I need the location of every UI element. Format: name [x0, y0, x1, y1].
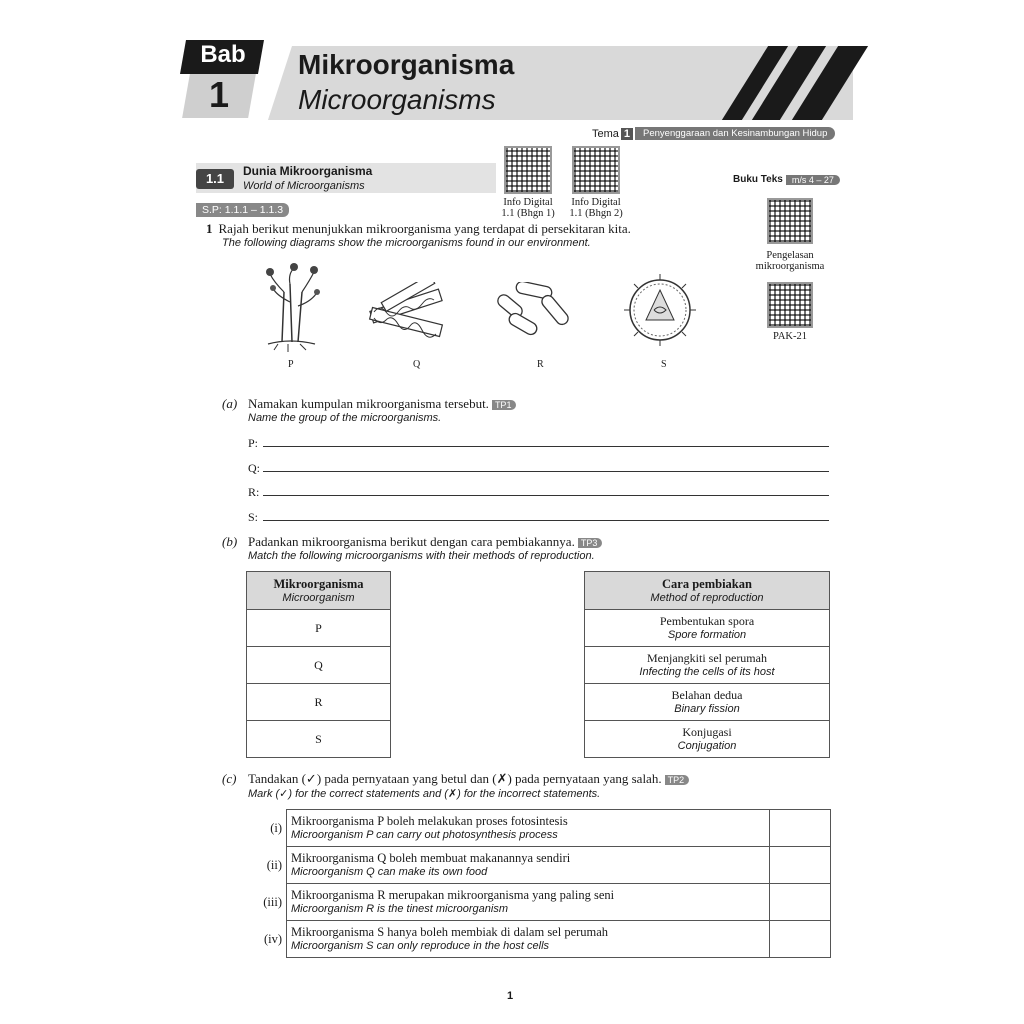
qr-code-icon[interactable]	[767, 198, 813, 244]
reproduction-cell[interactable]: Menjangkiti sel perumah Infecting the cells of its host	[585, 647, 830, 684]
microorganism-table	[246, 571, 391, 758]
microorganism-cell[interactable]: Q	[247, 647, 391, 684]
reproduction-cell[interactable]: Konjugasi Conjugation	[585, 721, 830, 758]
figure-label-p: P	[288, 359, 294, 370]
qr-caption: Pengelasan mikroorganisma	[755, 250, 825, 272]
answer-line-p[interactable]	[263, 446, 829, 447]
answer-label-q: Q:	[248, 461, 260, 475]
buku-teks-pages: m/s 4 – 27	[786, 175, 840, 185]
microorganism-cell[interactable]: P	[247, 610, 391, 647]
statement-number: (ii)	[266, 858, 282, 872]
statement-text: Mikroorganisma P boleh melakukan proses fotosintesis Microorganism P can carry out photosynthesis process	[287, 810, 770, 847]
part-a-text: Namakan kumpulan mikroorganisma tersebut. TP1	[248, 396, 516, 412]
answer-label-s: S:	[248, 510, 259, 524]
microorganism-cell[interactable]: S	[247, 721, 391, 758]
question-1-text-en: The following diagrams show the microorganisms found in our environment.	[222, 237, 591, 249]
qr-code-icon[interactable]	[572, 146, 620, 194]
figure-label-q: Q	[413, 359, 421, 370]
part-a-label: (a)	[222, 396, 238, 411]
statement-row	[250, 810, 831, 847]
answer-line-r[interactable]	[263, 495, 829, 496]
statement-text: Mikroorganisma Q boleh membuat makanannya sendiri Microorganism Q can make its own food	[287, 847, 770, 884]
microorganism-header: Mikroorganisma Microorganism	[247, 572, 391, 610]
part-a-text-en: Name the group of the microorganisms.	[248, 412, 442, 424]
answer-box[interactable]	[770, 921, 831, 958]
bacteria-r-figure	[494, 282, 576, 342]
tema-number: 1	[621, 128, 633, 140]
reproduction-cell[interactable]: Pembentukan spora Spore formation	[585, 610, 830, 647]
section-title-en: World of Microorganisms	[243, 180, 365, 192]
tema-label: Tema	[592, 127, 619, 140]
statement-text: Mikroorganisma R merupakan mikroorganisma yang paling seni Microorganism R is the tinest microorganism	[287, 884, 770, 921]
tema-row	[592, 127, 835, 140]
part-c-text: Tandakan (✓) pada pernyataan yang betul dan (✗) pada pernyataan yang salah. TP2	[248, 771, 689, 787]
part-b-text: Padankan mikroorganisma berikut dengan cara pembiakannya. TP3	[248, 534, 602, 550]
microorganism-cell[interactable]: R	[247, 684, 391, 721]
qr-caption: PAK-21	[772, 331, 808, 342]
bab-label: Bab	[200, 41, 246, 68]
tp-badge: TP1	[492, 400, 517, 410]
chapter-title-ms: Mikroorganisma	[298, 49, 515, 80]
part-b-label: (b)	[222, 534, 238, 549]
qr-code-icon[interactable]	[767, 282, 813, 328]
tema-title: Penyenggaraan dan Kesinambungan Hidup	[635, 127, 835, 140]
answer-box[interactable]	[770, 884, 831, 921]
answer-label-r: R:	[248, 485, 260, 499]
virus-s-figure	[620, 270, 700, 350]
bab-number: 1	[208, 74, 230, 115]
statement-number: (i)	[270, 821, 282, 835]
statement-number: (iii)	[263, 895, 282, 909]
buku-teks-label: Buku Teks	[733, 174, 783, 185]
statement-row	[250, 884, 831, 921]
statements-table	[250, 809, 831, 958]
qr-code-icon[interactable]	[504, 146, 552, 194]
page-number: 1	[507, 990, 514, 1002]
chapter-title-en: Microorganisms	[298, 84, 496, 115]
qr-caption: Info Digital 1.1 (Bhgn 1)	[501, 197, 555, 219]
part-c-label: (c)	[222, 771, 237, 786]
section-number: 1.1	[196, 169, 234, 189]
figure-label-s: S	[661, 359, 667, 370]
part-c-text-en: Mark (✓) for the correct statements and (✗) for the incorrect statements.	[248, 788, 601, 800]
question-1-text: 1 Rajah berikut menunjukkan mikroorganisma yang terdapat di persekitaran kita.	[206, 221, 631, 236]
section-title-ms: Dunia Mikroorganisma	[243, 164, 373, 178]
statement-text: Mikroorganisma S hanya boleh membiak di dalam sel perumah Microorganism S can only reproduce in the host cells	[287, 921, 770, 958]
statement-row	[250, 921, 831, 958]
answer-line-q[interactable]	[263, 471, 829, 472]
fungus-p-figure	[260, 262, 322, 354]
part-b-text-en: Match the following microorganisms with their methods of reproduction.	[248, 550, 595, 562]
figure-label-r: R	[537, 359, 544, 370]
sp-badge: S.P: 1.1.1 – 1.1.3	[196, 203, 289, 217]
answer-box[interactable]	[770, 810, 831, 847]
statement-row	[250, 847, 831, 884]
reproduction-header: Cara pembiakan Method of reproduction	[585, 572, 830, 610]
answer-line-s[interactable]	[263, 520, 829, 521]
answer-box[interactable]	[770, 847, 831, 884]
reproduction-table	[584, 571, 830, 758]
algae-q-figure	[366, 282, 448, 344]
statement-number: (iv)	[263, 932, 282, 946]
tp-badge: TP3	[578, 538, 603, 548]
tp-badge: TP2	[665, 775, 690, 785]
qr-caption: Info Digital 1.1 (Bhgn 2)	[569, 197, 623, 219]
reproduction-cell[interactable]: Belahan dedua Binary fission	[585, 684, 830, 721]
buku-teks-ref	[733, 174, 840, 185]
answer-label-p: P:	[248, 436, 259, 450]
